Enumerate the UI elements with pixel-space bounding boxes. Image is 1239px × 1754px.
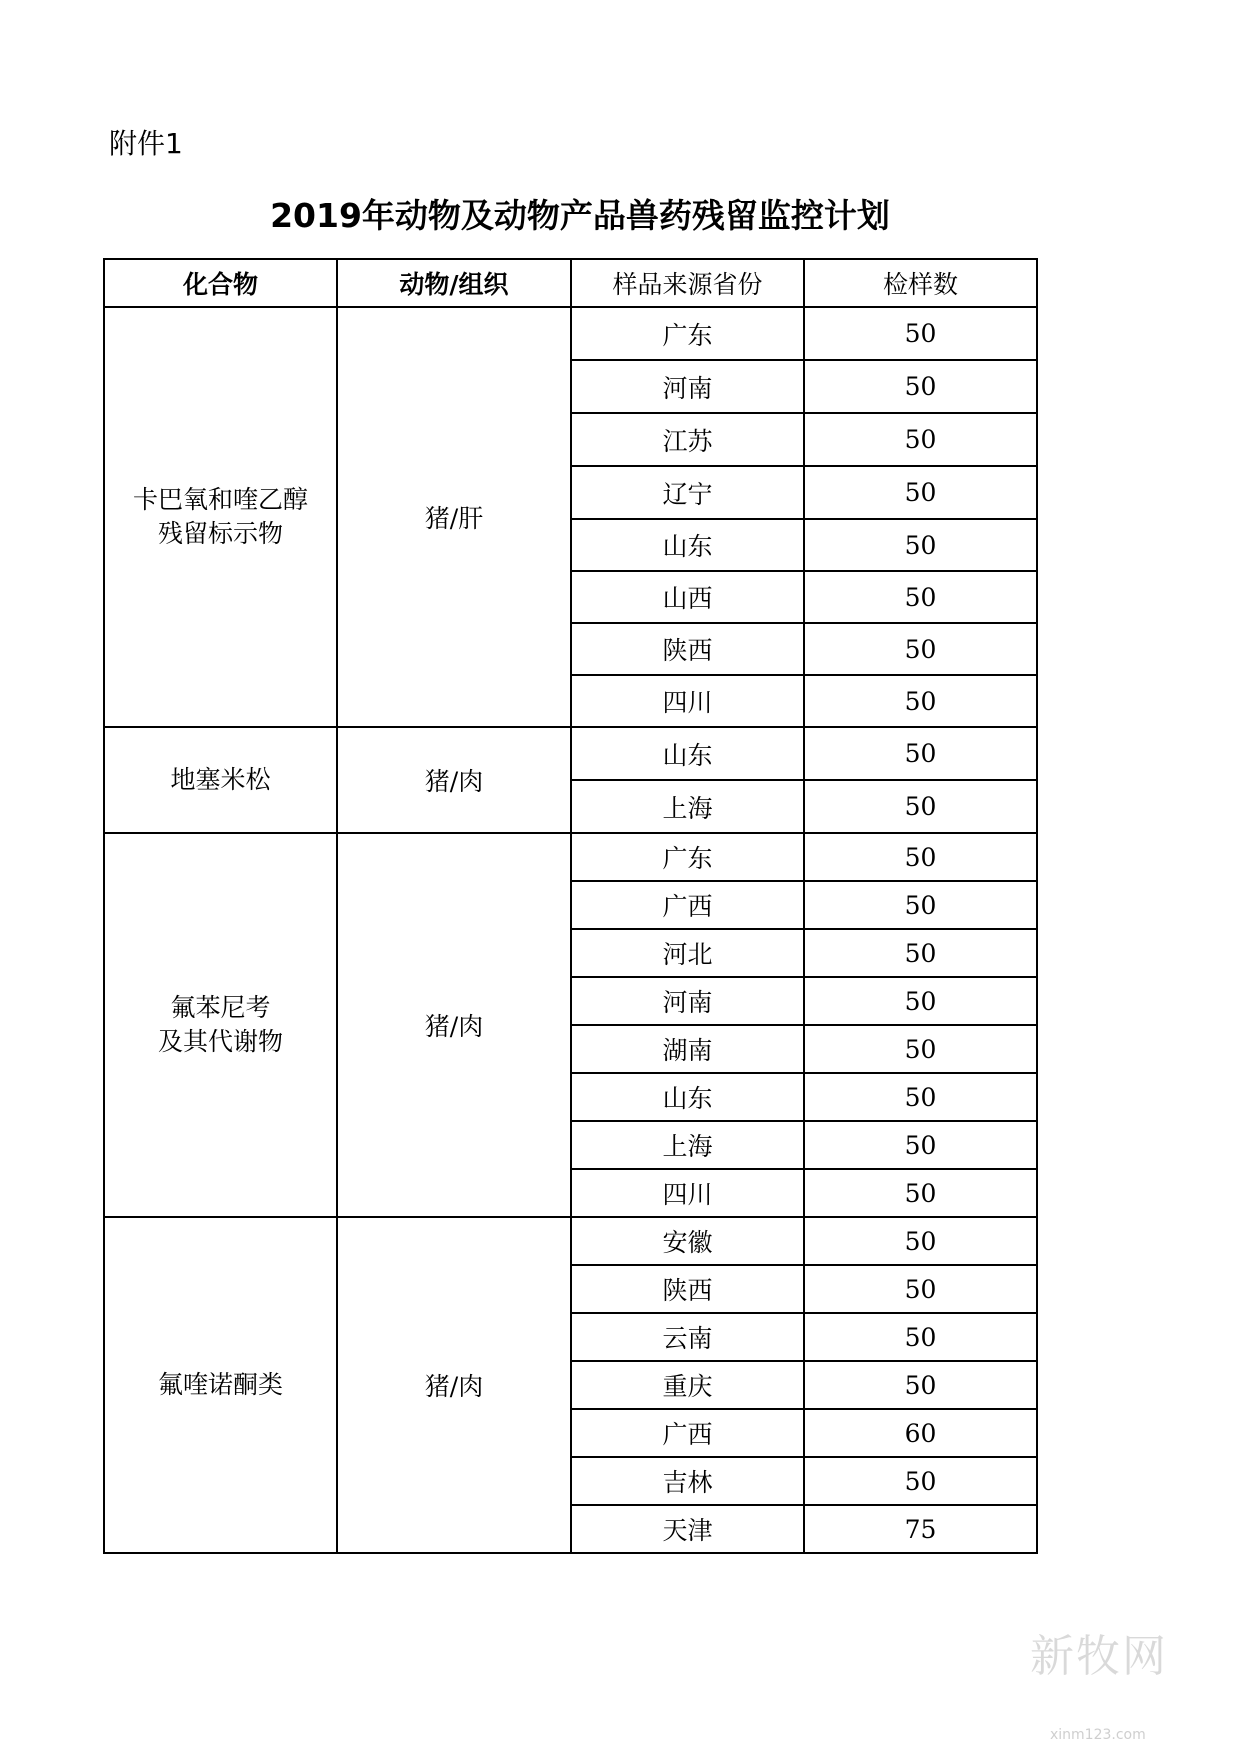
table-header-row [104,259,1037,307]
table-row [104,727,1037,780]
province-cell: 湖南 [571,1025,804,1073]
compound-cell: 地塞米松 [104,727,337,833]
compound-cell: 氟喹诺酮类 [104,1217,337,1553]
table-body [104,307,1037,1553]
table-row [104,307,1037,360]
sample-count-cell: 50 [804,519,1037,571]
sample-count-cell: 50 [804,929,1037,977]
tissue-cell: 猪/肝 [337,307,571,727]
tissue-cell: 猪/肉 [337,833,571,1217]
sample-count-cell: 50 [804,1025,1037,1073]
province-cell: 山东 [571,1073,804,1121]
province-cell: 广西 [571,1409,804,1457]
province-cell: 陕西 [571,623,804,675]
sample-count-cell: 50 [804,1457,1037,1505]
sample-count-cell: 50 [804,977,1037,1025]
tissue-cell: 猪/肉 [337,727,571,833]
document-title: 2019年动物及动物产品兽药残留监控计划 [270,196,890,235]
sample-count-cell: 75 [804,1505,1037,1553]
province-cell: 辽宁 [571,466,804,519]
province-cell: 四川 [571,675,804,727]
province-cell: 山西 [571,571,804,623]
header-animal-tissue: 动物/组织 [337,259,571,307]
province-cell: 吉林 [571,1457,804,1505]
province-cell: 广东 [571,307,804,360]
province-cell: 广西 [571,881,804,929]
province-cell: 重庆 [571,1361,804,1409]
sample-count-cell: 50 [804,1169,1037,1217]
sample-count-cell: 50 [804,881,1037,929]
sample-count-cell: 50 [804,1217,1037,1265]
watermark-logo: 新牧网 [1030,1631,1168,1682]
province-cell: 安徽 [571,1217,804,1265]
province-cell: 广东 [571,833,804,881]
compound-cell: 氟苯尼考 及其代谢物 [104,833,337,1217]
table-row [104,833,1037,881]
sample-count-cell: 50 [804,623,1037,675]
province-cell: 四川 [571,1169,804,1217]
province-cell: 河南 [571,360,804,413]
province-cell: 山东 [571,519,804,571]
sample-count-cell: 50 [804,1121,1037,1169]
sample-count-cell: 60 [804,1409,1037,1457]
sample-count-cell: 50 [804,780,1037,833]
compound-cell: 卡巴氧和喹乙醇 残留标示物 [104,307,337,727]
sample-count-cell: 50 [804,413,1037,466]
province-cell: 上海 [571,780,804,833]
province-cell: 天津 [571,1505,804,1553]
sample-count-cell: 50 [804,675,1037,727]
province-cell: 陕西 [571,1265,804,1313]
province-cell: 河南 [571,977,804,1025]
sample-count-cell: 50 [804,727,1037,780]
tissue-cell: 猪/肉 [337,1217,571,1553]
sample-count-cell: 50 [804,466,1037,519]
province-cell: 江苏 [571,413,804,466]
province-cell: 上海 [571,1121,804,1169]
watermark-url: xinm123.com [1050,1727,1146,1743]
sample-count-cell: 50 [804,1073,1037,1121]
province-cell: 云南 [571,1313,804,1361]
province-cell: 山东 [571,727,804,780]
monitoring-plan-table [103,258,1038,1554]
attachment-label: 附件1 [109,127,183,160]
province-cell: 河北 [571,929,804,977]
table-row [104,1217,1037,1265]
sample-count-cell: 50 [804,1313,1037,1361]
sample-count-cell: 50 [804,571,1037,623]
sample-count-cell: 50 [804,833,1037,881]
header-compound: 化合物 [104,259,337,307]
sample-count-cell: 50 [804,1265,1037,1313]
header-province: 样品来源省份 [571,259,804,307]
sample-count-cell: 50 [804,360,1037,413]
sample-count-cell: 50 [804,1361,1037,1409]
sample-count-cell: 50 [804,307,1037,360]
header-sample-count: 检样数 [804,259,1037,307]
